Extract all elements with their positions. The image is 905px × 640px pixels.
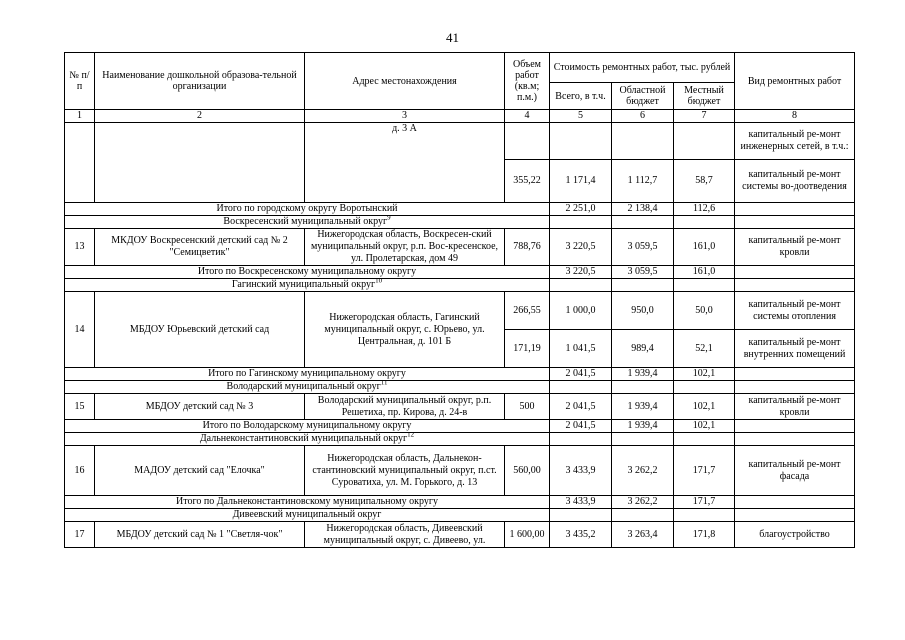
district-header-row [65,509,855,522]
footnote-ref: 12 [407,432,415,439]
district-total-label: Итого по Володарскому муниципальному округу [65,420,550,433]
col-number: 7 [674,110,735,123]
local-cell: 161,0 [674,266,735,279]
row-number: 13 [65,229,95,266]
address-cell: Нижегородская область, Дальнекон-стантиновский муниципальный округ, п.ст. Суроватиха, ул. М. Горького, д. 13 [305,446,505,496]
district-total-label: Итого по Гагинскому муниципальному округу [65,368,550,381]
organization-name: МБДОУ детский сад № 3 [95,394,305,420]
work-kind-cell: благоустройство [735,522,855,548]
work-kind-cell: капитальный ре-монт фасада [735,446,855,496]
district-total-row [65,420,855,433]
header-cost-group: Стоимость ремонтных работ, тыс. рублей [550,53,735,83]
regional-cell: 1 939,4 [612,394,674,420]
col-number: 1 [65,110,95,123]
local-cell: 161,0 [674,229,735,266]
local-cell: 102,1 [674,394,735,420]
header-row [65,53,855,83]
total-cell: 3 220,5 [550,266,612,279]
volume-cell: 560,00 [505,446,550,496]
volume-cell: 500 [505,394,550,420]
regional-cell: 1 112,7 [612,160,674,203]
local-cell: 52,1 [674,330,735,368]
district-name: Воскресенский муниципальный округ [223,216,388,227]
local-cell: 102,1 [674,420,735,433]
work-kind-cell: капитальный ре-монт кровли [735,229,855,266]
address-cell: Нижегородская область, Дивеевский муниципальный округ, с. Дивеево, ул. [305,522,505,548]
local-cell: 112,6 [674,203,735,216]
regional-cell: 989,4 [612,330,674,368]
footnote-ref: 10 [375,278,383,285]
address-cell: Нижегородская область, Гагинский муниципальный округ, с. Юрьево, ул. Центральная, д. 101 Б [305,292,505,368]
regional-cell: 3 262,2 [612,496,674,509]
row-number: 17 [65,522,95,548]
col-number: 3 [305,110,505,123]
header-num: № п/п [65,53,95,110]
address-cell: д. 3 А [305,123,505,203]
district-header-row [65,433,855,446]
total-cell: 3 435,2 [550,522,612,548]
work-kind-cell: капитальный ре-монт внутренних помещений [735,330,855,368]
row-number: 16 [65,446,95,496]
total-cell: 3 220,5 [550,229,612,266]
volume-cell: 788,76 [505,229,550,266]
work-kind-cell: капитальный ре-монт кровли [735,394,855,420]
header-kind: Вид ремонтных работ [735,53,855,110]
regional-cell: 1 939,4 [612,420,674,433]
volume-cell: 266,55 [505,292,550,330]
table-row [65,292,855,330]
total-cell: 3 433,9 [550,496,612,509]
address-cell: Нижегородская область, Воскресен-ский муниципальный округ, р.п. Вос-кресенское, ул. Пролетарская, дом 49 [305,229,505,266]
regional-cell: 3 262,2 [612,446,674,496]
col-number: 4 [505,110,550,123]
regional-cell: 3 263,4 [612,522,674,548]
footnote-ref: 11 [380,380,388,387]
organization-name: МБДОУ Юрьевский детский сад [95,292,305,368]
header-local: Местный бюджет [674,83,735,110]
district-name: Володарский муниципальный округ [226,381,381,392]
header-volume: Объем работ (кв.м; п.м.) [505,53,550,110]
row-number: 15 [65,394,95,420]
district-total-label: Итого по Воскресенскому муниципальному округу [65,266,550,279]
total-cell: 1 041,5 [550,330,612,368]
organization-name: МАДОУ детский сад "Елочка" [95,446,305,496]
header-regional: Областной бюджет [612,83,674,110]
volume-cell: 1 600,00 [505,522,550,548]
header-name: Наименование дошкольной образова-тельной организации [95,53,305,110]
table-row [65,394,855,420]
regional-cell: 950,0 [612,292,674,330]
district-name: Дивеевский муниципальный округ [65,509,550,522]
organization-name: МКДОУ Воскресенский детский сад № 2 "Семицветик" [95,229,305,266]
district-total-row [65,368,855,381]
regional-cell: 2 138,4 [612,203,674,216]
regional-cell: 3 059,5 [612,266,674,279]
local-cell: 171,7 [674,496,735,509]
work-kind-cell: капитальный ре-монт инженерных сетей, в т.ч.: [735,123,855,160]
organization-name: МБДОУ детский сад № 1 "Светля-чок" [95,522,305,548]
total-cell: 2 041,5 [550,394,612,420]
regional-cell: 3 059,5 [612,229,674,266]
district-total-row [65,496,855,509]
district-total-label: Итого по городскому округу Воротынский [65,203,550,216]
total-cell: 1 000,0 [550,292,612,330]
header-total: Всего, в т.ч. [550,83,612,110]
local-cell: 102,1 [674,368,735,381]
district-name: Гагинский муниципальный округ [231,279,376,290]
table-row [65,229,855,266]
table-row [65,446,855,496]
district-header-row [65,279,855,292]
column-number-row [65,110,855,123]
work-kind-cell: капитальный ре-монт системы отопления [735,292,855,330]
table-row [65,522,855,548]
repair-works-table [64,52,855,548]
local-cell: 171,7 [674,446,735,496]
address-cell: Володарский муниципальный округ, р.п. Решетиха, пр. Кирова, д. 24-в [305,394,505,420]
district-total-row [65,203,855,216]
col-number: 2 [95,110,305,123]
local-cell: 50,0 [674,292,735,330]
volume-cell: 171,19 [505,330,550,368]
volume-cell: 355,22 [505,160,550,203]
total-cell: 3 433,9 [550,446,612,496]
total-cell: 1 171,4 [550,160,612,203]
footnote-ref: 9 [387,215,391,222]
district-name: Дальнеконстантиновский муниципальный округ [199,433,408,444]
regional-cell: 1 939,4 [612,368,674,381]
page-number: 41 [446,30,459,45]
table-row [65,123,855,160]
district-header-row [65,381,855,394]
district-total-row [65,266,855,279]
district-total-label: Итого по Дальнеконстантиновскому муниципальному округу [65,496,550,509]
total-cell: 2 041,5 [550,420,612,433]
col-number: 8 [735,110,855,123]
total-cell: 2 041,5 [550,368,612,381]
col-number: 5 [550,110,612,123]
district-header-row [65,216,855,229]
header-address: Адрес местонахождения [305,53,505,110]
col-number: 6 [612,110,674,123]
local-cell: 171,8 [674,522,735,548]
total-cell: 2 251,0 [550,203,612,216]
work-kind-cell: капитальный ре-монт системы во-доотведения [735,160,855,203]
local-cell: 58,7 [674,160,735,203]
row-number: 14 [65,292,95,368]
